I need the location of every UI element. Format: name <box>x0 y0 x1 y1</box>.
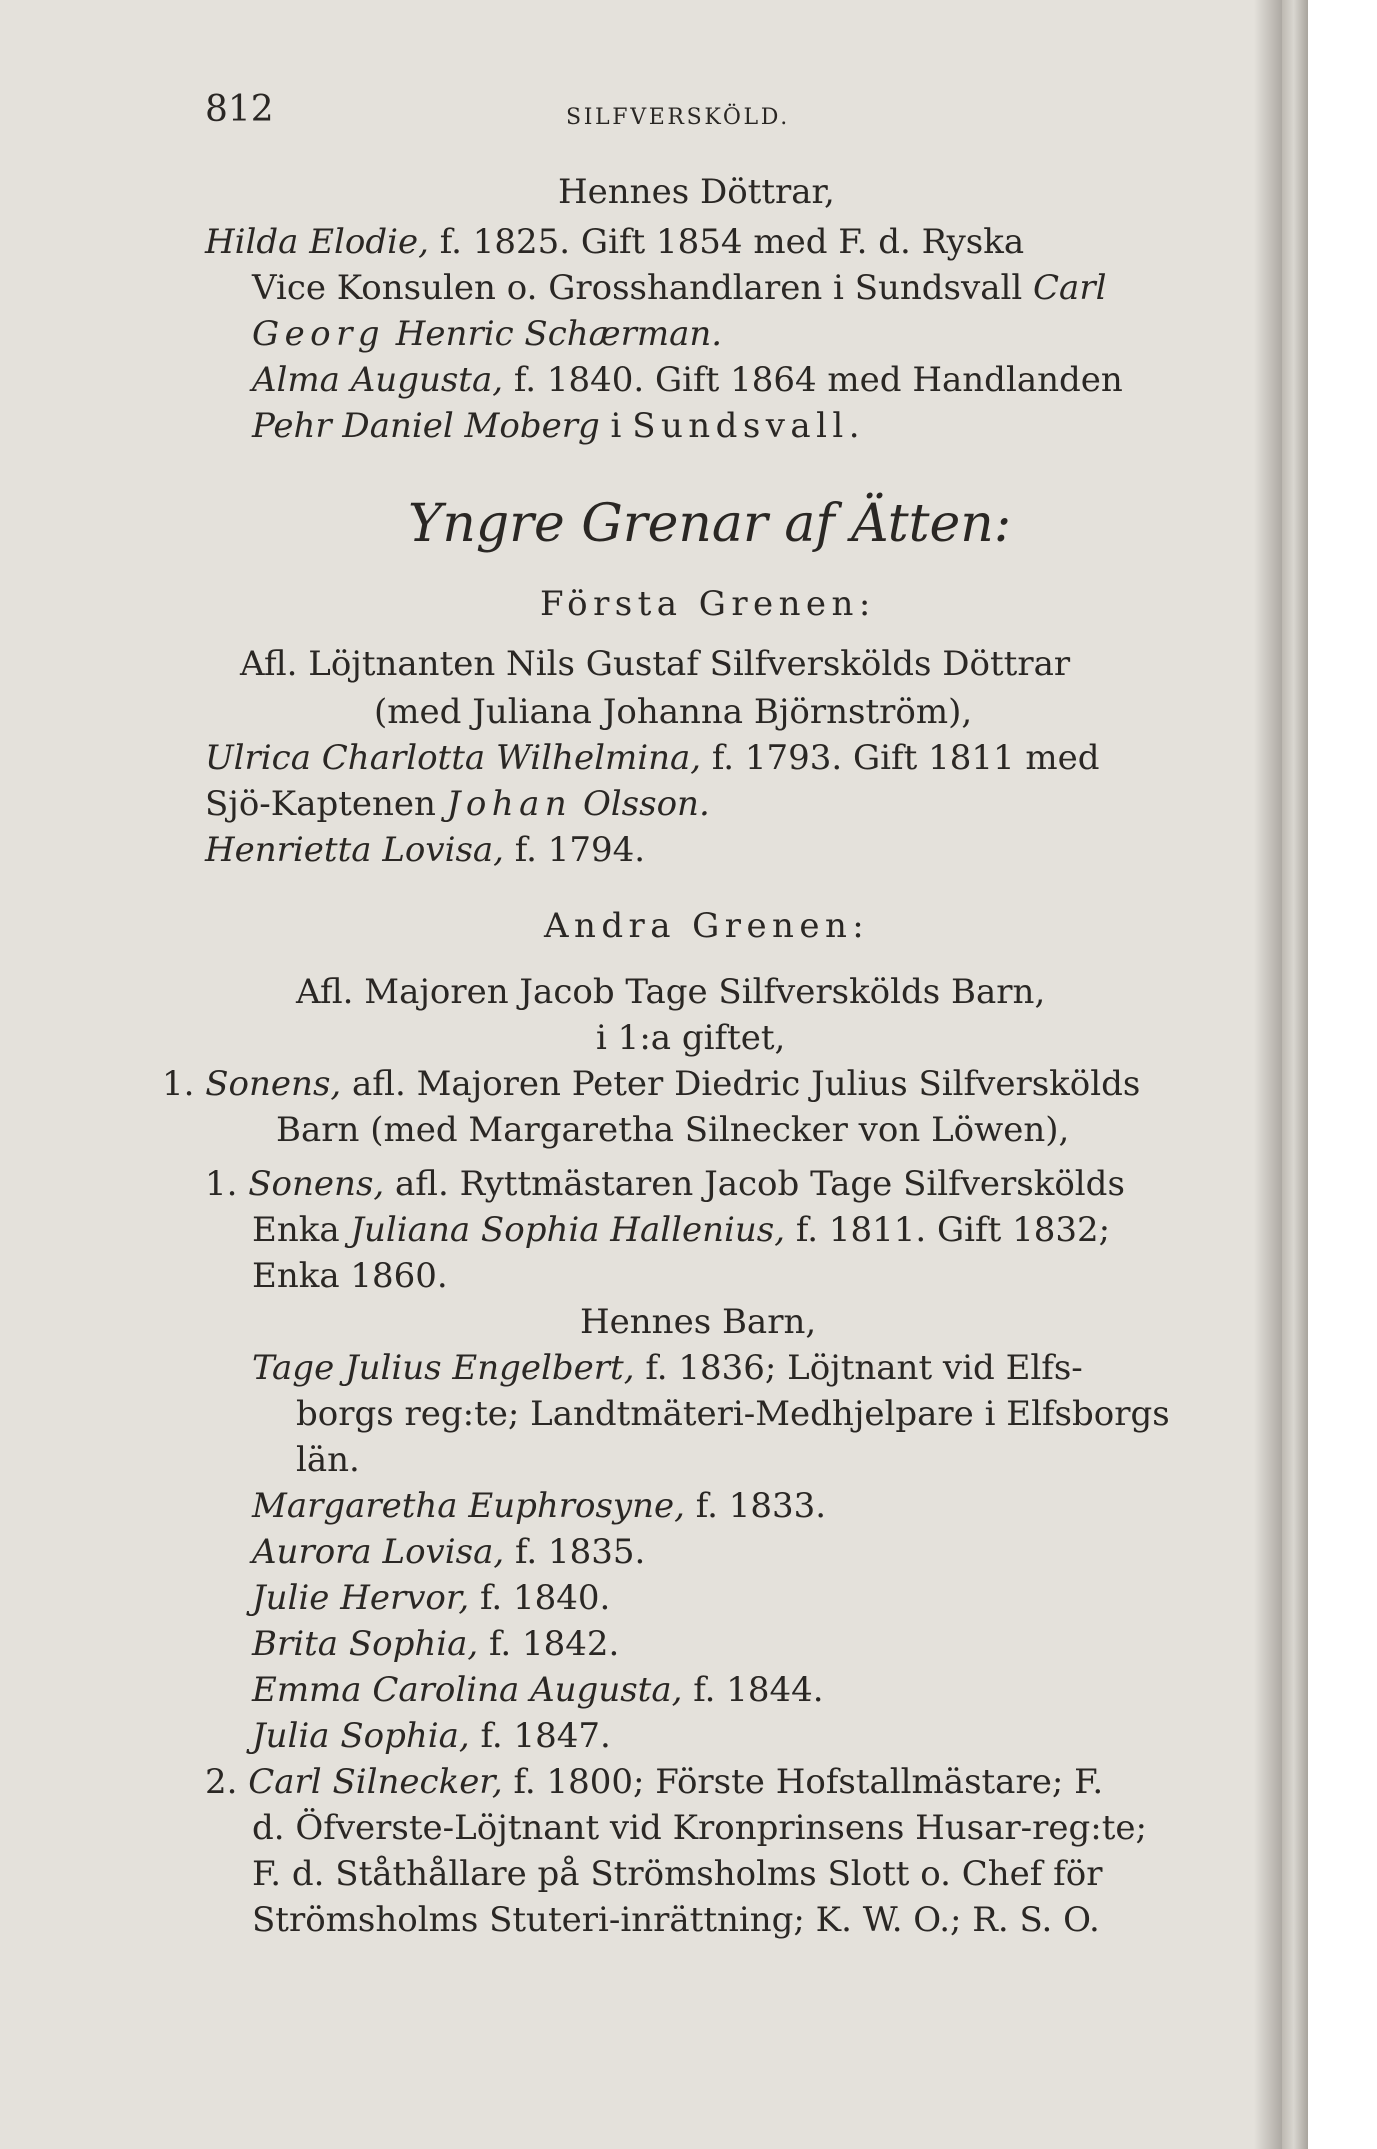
text-line: Tage Julius Engelbert, f. 1836; Löjtnant vid Elfs- <box>252 1348 1083 1388</box>
text-line: 1. Sonens, afl. Ryttmästaren Jacob Tage Silfverskölds <box>205 1164 1125 1204</box>
text-line: Pehr Daniel Moberg i Sundsvall. <box>252 406 865 446</box>
text-line: 2. Carl Silnecker, f. 1800; Förste Hofstallmästare; F. <box>205 1762 1104 1802</box>
text-line: Vice Konsulen o. Grosshandlaren i Sundsvall Carl <box>252 268 1107 308</box>
text-line: Ulrica Charlotta Wilhelmina, f. 1793. Gift 1811 med <box>205 738 1100 778</box>
page-stack-edge <box>1282 0 1308 2149</box>
text-line: Georg Henric Schærman. <box>252 314 723 354</box>
text-line: Henrietta Lovisa, f. 1794. <box>205 830 646 870</box>
subheading-children: Hennes Barn, <box>580 1302 817 1342</box>
subheading-daughters: Hennes Döttrar, <box>558 172 835 212</box>
section-heading: Yngre Grenar af Ätten: <box>408 494 1012 554</box>
scan-margin <box>1308 0 1377 2149</box>
text-line: Aurora Lovisa, f. 1835. <box>252 1532 646 1572</box>
text-line: Afl. Löjtnanten Nils Gustaf Silfverskölds Döttrar <box>240 644 1071 684</box>
text-line: (med Juliana Johanna Björnström), <box>374 692 973 732</box>
text-line: län. <box>296 1440 360 1480</box>
text-line: Julie Hervor, f. 1840. <box>252 1578 611 1618</box>
text-line: Sjö-Kaptenen Johan Olsson. <box>205 784 710 824</box>
text-line: borgs reg:te; Landtmäteri-Medhjelpare i Elfsborgs <box>296 1394 1170 1434</box>
text-line: i 1:a giftet, <box>596 1018 786 1058</box>
text-line: Afl. Majoren Jacob Tage Silfverskölds Barn, <box>296 972 1046 1012</box>
page-number: 812 <box>205 89 274 130</box>
text-line: Julia Sophia, f. 1847. <box>252 1716 611 1756</box>
running-head: SILFVERSKÖLD. <box>566 105 790 130</box>
text-line: Margaretha Euphrosyne, f. 1833. <box>252 1486 827 1526</box>
spine-shadow <box>1254 0 1282 2149</box>
text-line: Alma Augusta, f. 1840. Gift 1864 med Handlanden <box>252 360 1123 400</box>
text-line: Brita Sophia, f. 1842. <box>252 1624 620 1664</box>
branch-heading-first: Första Grenen: <box>540 584 876 624</box>
text-line: d. Öfverste-Löjtnant vid Kronprinsens Husar-reg:te; <box>252 1808 1147 1848</box>
text-line: Hilda Elodie, f. 1825. Gift 1854 med F. d. Ryska <box>205 222 1025 262</box>
text-line: F. d. Ståthållare på Strömsholms Slott o. Chef för <box>252 1854 1103 1894</box>
text-line: Enka 1860. <box>252 1256 448 1296</box>
branch-heading-second: Andra Grenen: <box>544 906 870 946</box>
text-line: Barn (med Margaretha Silnecker von Löwen), <box>276 1110 1070 1150</box>
text-line: Strömsholms Stuteri-inrättning; K. W. O.; R. S. O. <box>252 1900 1100 1940</box>
text-line: Enka Juliana Sophia Hallenius, f. 1811. Gift 1832; <box>252 1210 1111 1250</box>
text-line: 1. Sonens, afl. Majoren Peter Diedric Julius Silfverskölds <box>162 1064 1141 1104</box>
text-line: Emma Carolina Augusta, f. 1844. <box>252 1670 824 1710</box>
